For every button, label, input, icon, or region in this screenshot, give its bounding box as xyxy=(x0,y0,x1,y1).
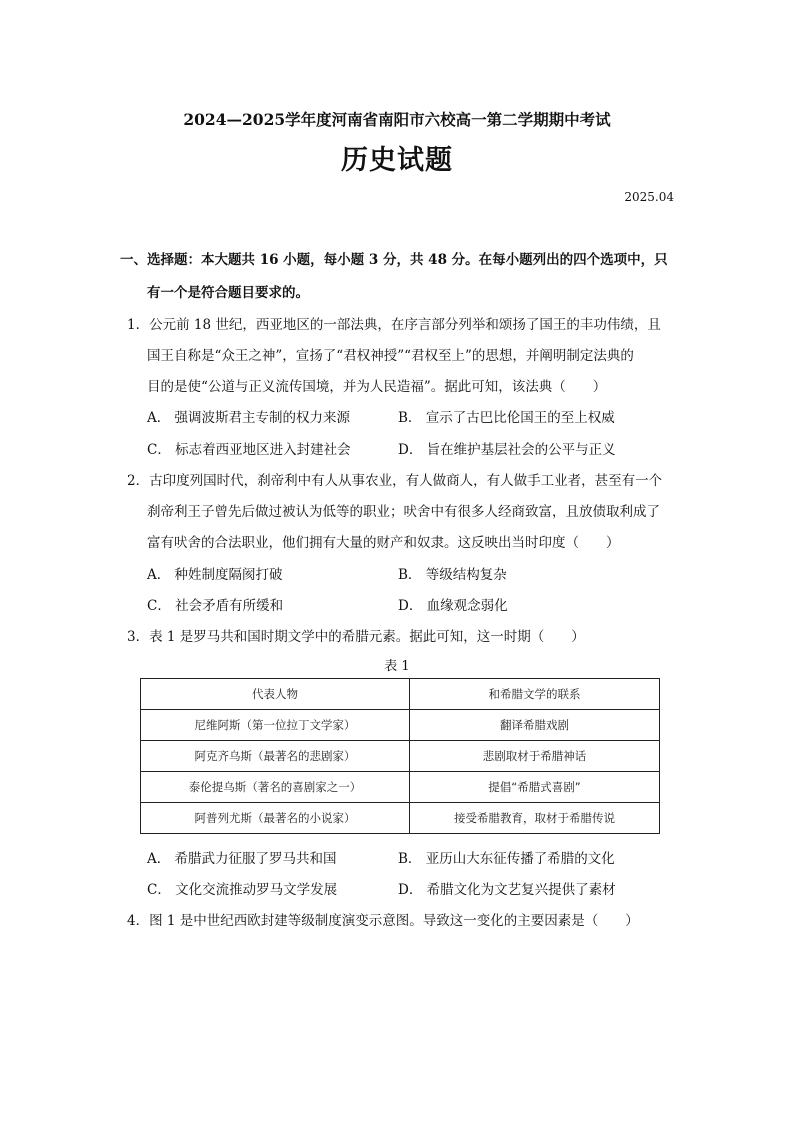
section-heading-cont: 有一个是符合题目要求的。 xyxy=(147,285,309,301)
table-row xyxy=(141,803,660,834)
q2-option-d[interactable]: D． 血缘观念弱化 xyxy=(398,598,508,614)
q2-option-b[interactable]: B． 等级结构复杂 xyxy=(398,567,507,583)
table-cell: 提倡“希腊式喜剧” xyxy=(410,772,660,803)
question-1-line: 国王自称是“众王之神”，宣扬了“君权神授”“君权至上”的思想，并阐明制定法典的 xyxy=(147,348,634,364)
table-cell: 接受希腊教育，取材于希腊传说 xyxy=(410,803,660,834)
table-row xyxy=(141,710,660,741)
q3-option-c[interactable]: C． 文化交流推动罗马文学发展 xyxy=(147,882,338,898)
question-3-stem: 3．表 1 是罗马共和国时期文学中的希腊元素。据此可知，这一时期（ ） xyxy=(127,629,585,645)
question-2-line: 富有吠舍的合法职业，他们拥有大量的财产和奴隶。这反映出当时印度（ ） xyxy=(147,535,620,551)
question-1-line: 1．公元前 18 世纪，西亚地区的一部法典，在序言部分列举和颂扬了国王的丰功伟绩，且 xyxy=(127,317,661,333)
section-heading: 一、选择题：本大题共 16 小题，每小题 3 分，共 48 分。在每小题列出的四个选项中，只 xyxy=(120,252,668,268)
table-cell: 尼维阿斯（第一位拉丁文学家） xyxy=(141,710,410,741)
question-2-line: 刹帝利王子曾先后做过被认为低等的职业；吠舍中有很多人经商致富，且放债取利成了 xyxy=(147,504,660,520)
q1-option-c[interactable]: C． 标志着西亚地区进入封建社会 xyxy=(147,442,351,458)
exam-title: 2024—2025学年度河南省南阳市六校高一第二学期期中考试 xyxy=(183,110,611,129)
exam-date: 2025.04 xyxy=(624,190,674,204)
literature-table xyxy=(140,678,660,834)
table-caption: 表 1 xyxy=(384,659,410,674)
q3-option-a[interactable]: A． 希腊武力征服了罗马共和国 xyxy=(147,851,337,867)
table-cell: 翻译希腊戏剧 xyxy=(410,710,660,741)
q2-option-a[interactable]: A． 种姓制度隔阂打破 xyxy=(147,567,283,583)
q2-option-c[interactable]: C． 社会矛盾有所缓和 xyxy=(147,598,284,614)
q1-option-b[interactable]: B． 宣示了古巴比伦国王的至上权威 xyxy=(398,410,615,426)
question-1-line: 目的是使“公道与正义流传国境，并为人民造福”。据此可知，该法典（ ） xyxy=(147,379,607,395)
q1-option-d[interactable]: D． 旨在维护基层社会的公平与正义 xyxy=(398,442,616,458)
question-4-stem: 4．图 1 是中世纪西欧封建等级制度演变示意图。导致这一变化的主要因素是（ ） xyxy=(127,913,639,929)
table-row xyxy=(141,772,660,803)
q1-option-a[interactable]: A． 强调波斯君主专制的权力来源 xyxy=(147,410,351,426)
table-header-row xyxy=(141,679,660,710)
table-cell: 阿克齐乌斯（最著名的悲剧家） xyxy=(141,741,410,772)
table-header-cell: 代表人物 xyxy=(141,679,410,710)
table-header-cell: 和希腊文学的联系 xyxy=(410,679,660,710)
table-cell: 泰伦提乌斯（著名的喜剧家之一） xyxy=(141,772,410,803)
q3-option-d[interactable]: D． 希腊文化为文艺复兴提供了素材 xyxy=(398,882,616,898)
subject-title: 历史试题 xyxy=(341,145,453,176)
table-cell: 悲剧取材于希腊神话 xyxy=(410,741,660,772)
question-2-line: 2．古印度列国时代，刹帝利中有人从事农业，有人做商人，有人做手工业者，甚至有一个 xyxy=(127,473,663,489)
table-cell: 阿普列尤斯（最著名的小说家） xyxy=(141,803,410,834)
table-row xyxy=(141,741,660,772)
q3-option-b[interactable]: B． 亚历山大东征传播了希腊的文化 xyxy=(398,851,615,867)
